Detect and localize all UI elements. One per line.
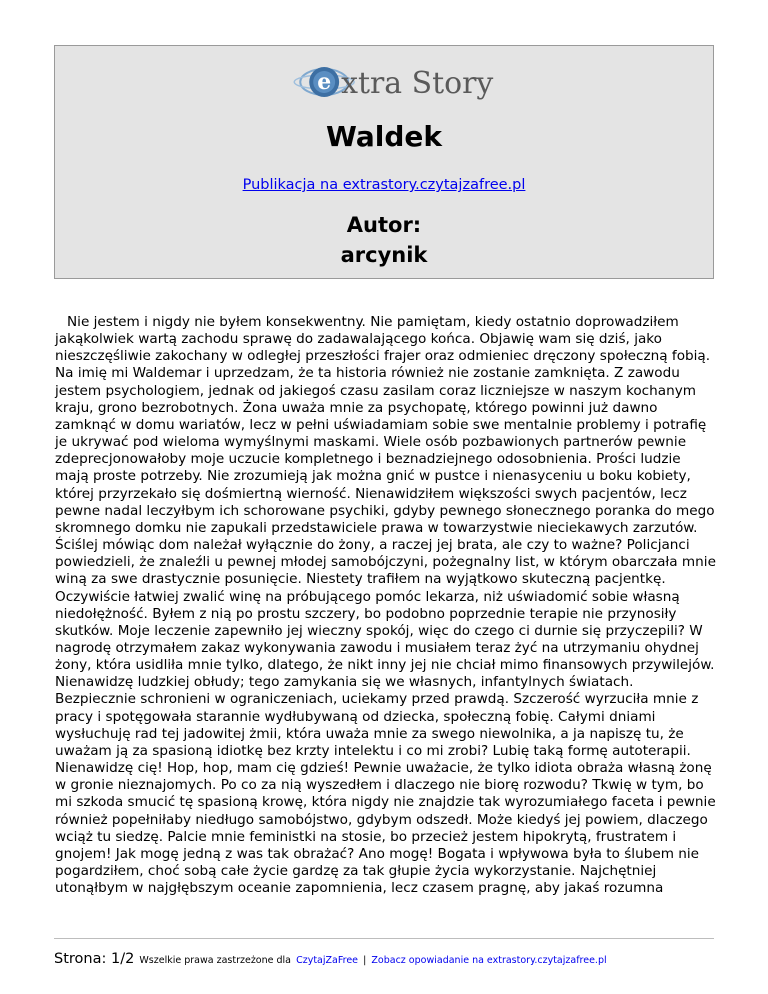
rights-text: Wszelkie prawa zastrzeżone dla: [139, 955, 291, 966]
footer-separator: |: [363, 955, 367, 966]
extra-story-logo: [55, 56, 713, 108]
page-indicator: Strona: 1/2: [54, 951, 135, 967]
svg-text:xtra Story: xtra Story: [341, 65, 494, 101]
footer-divider: [54, 938, 714, 939]
czytajzafree-link[interactable]: CzytajZaFree: [296, 955, 359, 966]
author-block: [0, 210, 768, 270]
story-title: Waldek: [325, 120, 443, 153]
story-body: [55, 314, 717, 897]
publication-link[interactable]: Publikacja na extrastory.czytajzafree.pl: [242, 177, 526, 193]
footer: [54, 948, 734, 967]
svg-text:e: e: [317, 68, 332, 95]
view-story-link[interactable]: Zobacz opowiadanie na extrastory.czytajzafree.pl: [371, 955, 607, 966]
author-name: arcynik: [340, 243, 428, 267]
author-label: Autor:: [346, 213, 422, 237]
story-paragraph: Nie jestem i nigdy nie byłem konsekwentny. Nie pamiętam, kiedy ostatnio doprowadziłem jakąkolwiek wartą zachodu sprawę do zadawalającego końca. Objawię wam się dziś, jako nieszczęśliwie zakochany w odległej przeszłości frajer oraz odmieniec dręczony społeczną fobią. Na imię mi Waldemar i uprzedzam, że ta historia również nie zostanie zamknięta. Z zawodu jestem psychologiem, jednak od jakiegoś czasu zasilam coraz liczniejsze w naszym kochanym kraju, grono bezrobotnych. Żona uważa mnie za psychopatę, którego powinni już dawno zamknąć w domu wariatów, lecz w pełni uświadamiam sobie swe mentalnie problemy i potrafię je ukrywać pod wieloma wymyślnymi maskami. Wiele osób pozbawionych partnerów pewnie zdeprecjonowałoby moje uczucie kompletnego i beznadziejnego odosobnienia. Prości ludzie mają proste potrzeby. Nie zrozumieją jak można gnić w pustce i nienasyceniu u boku kobiety, której przyrzekało się dośmiertną wierność. Nienawidziłem większości swych pacjentów, lecz pewne nadal leczyłbym ich schorowane psychiki, gdyby pewnego słonecznego poranka do mego skromnego domku nie zapukali przedstawiciele prawa w towarzystwie nieciekawych zarzutów. Ściślej mówiąc dom należał wyłącznie do żony, a raczej jej brata, ale czy to ważne? Policjanci powiedzieli, że znaleźli u pewnej młodej samobójczyni, pożegnalny list, w którym obarczała mnie winą za swe drastycznie posunięcie. Niestety trafiłem na wyjątkowo skuteczną pacjentkę. Oczywiście łatwiej zwalić winę na próbującego pomóc lekarza, niż uświadomić sobie własną niedołężność. Byłem z nią po prostu szczery, bo podobno poprzednie terapie nie przynosiły skutków. Moje leczenie zapewniło jej wieczny spokój, więc do czego ci durnie się przyczepili? W nagrodę otrzymałem zakaz wykonywania zawodu i musiałem teraz żyć na utrzymaniu ohydnej żony, która usidliła mnie tylko, dlatego, że nikt inny jej nie chciał mimo finansowych przywilejów. Nienawidzę ludzkiej obłudy; tego zamykania się we własnych, infantylnych światach. Bezpiecznie schronieni w ograniczeniach, uciekamy przed prawdą. Szczerość wyrzuciła mnie z pracy i spotęgowała starannie wydłubywaną od dziecka, społeczną fobię. Całymi dniami wysłuchuję rad tej jadowitej żmii, która uważa mnie za swego niewolnika, a ja napiszę tu, że uważam ją za spasioną idiotkę bez krzty intelektu i co mi zrobi? Lubię taką formę autoterapii. Nienawidzę cię! Hop, hop, mam cię gdzieś! Pewnie uważacie, że tylko idiota obraża własną żonę w gronie nieznajomych. Po co za nią wyszedłem i dlaczego nie biorę rozwodu? Tkwię w tym, bo mi szkoda smucić tę spasioną krowę, która nigdy nie znajdzie tak wyrozumiałego faceta i pewnie również popełniłaby niedługo samobójstwo, gdybym odszedł. Może kiedyś jej powiem, dlaczego wciąż tu siedzę. Palcie mnie feministki na stosie, bo przecież jestem hipokrytą, frustratem i gnojem! Jak mogę jedną z was tak obrażać? Ano mogę! Bogata i wpływowa była to ślubem nie pogardziłem, choć sobą całe życie gardzę za tak głupie życia wykorzystanie. Najchętniej utonąłbym w najgłębszym oceanie zapomnienia, lecz czasem pragnę, aby jakaś rozumna: [55, 314, 716, 897]
